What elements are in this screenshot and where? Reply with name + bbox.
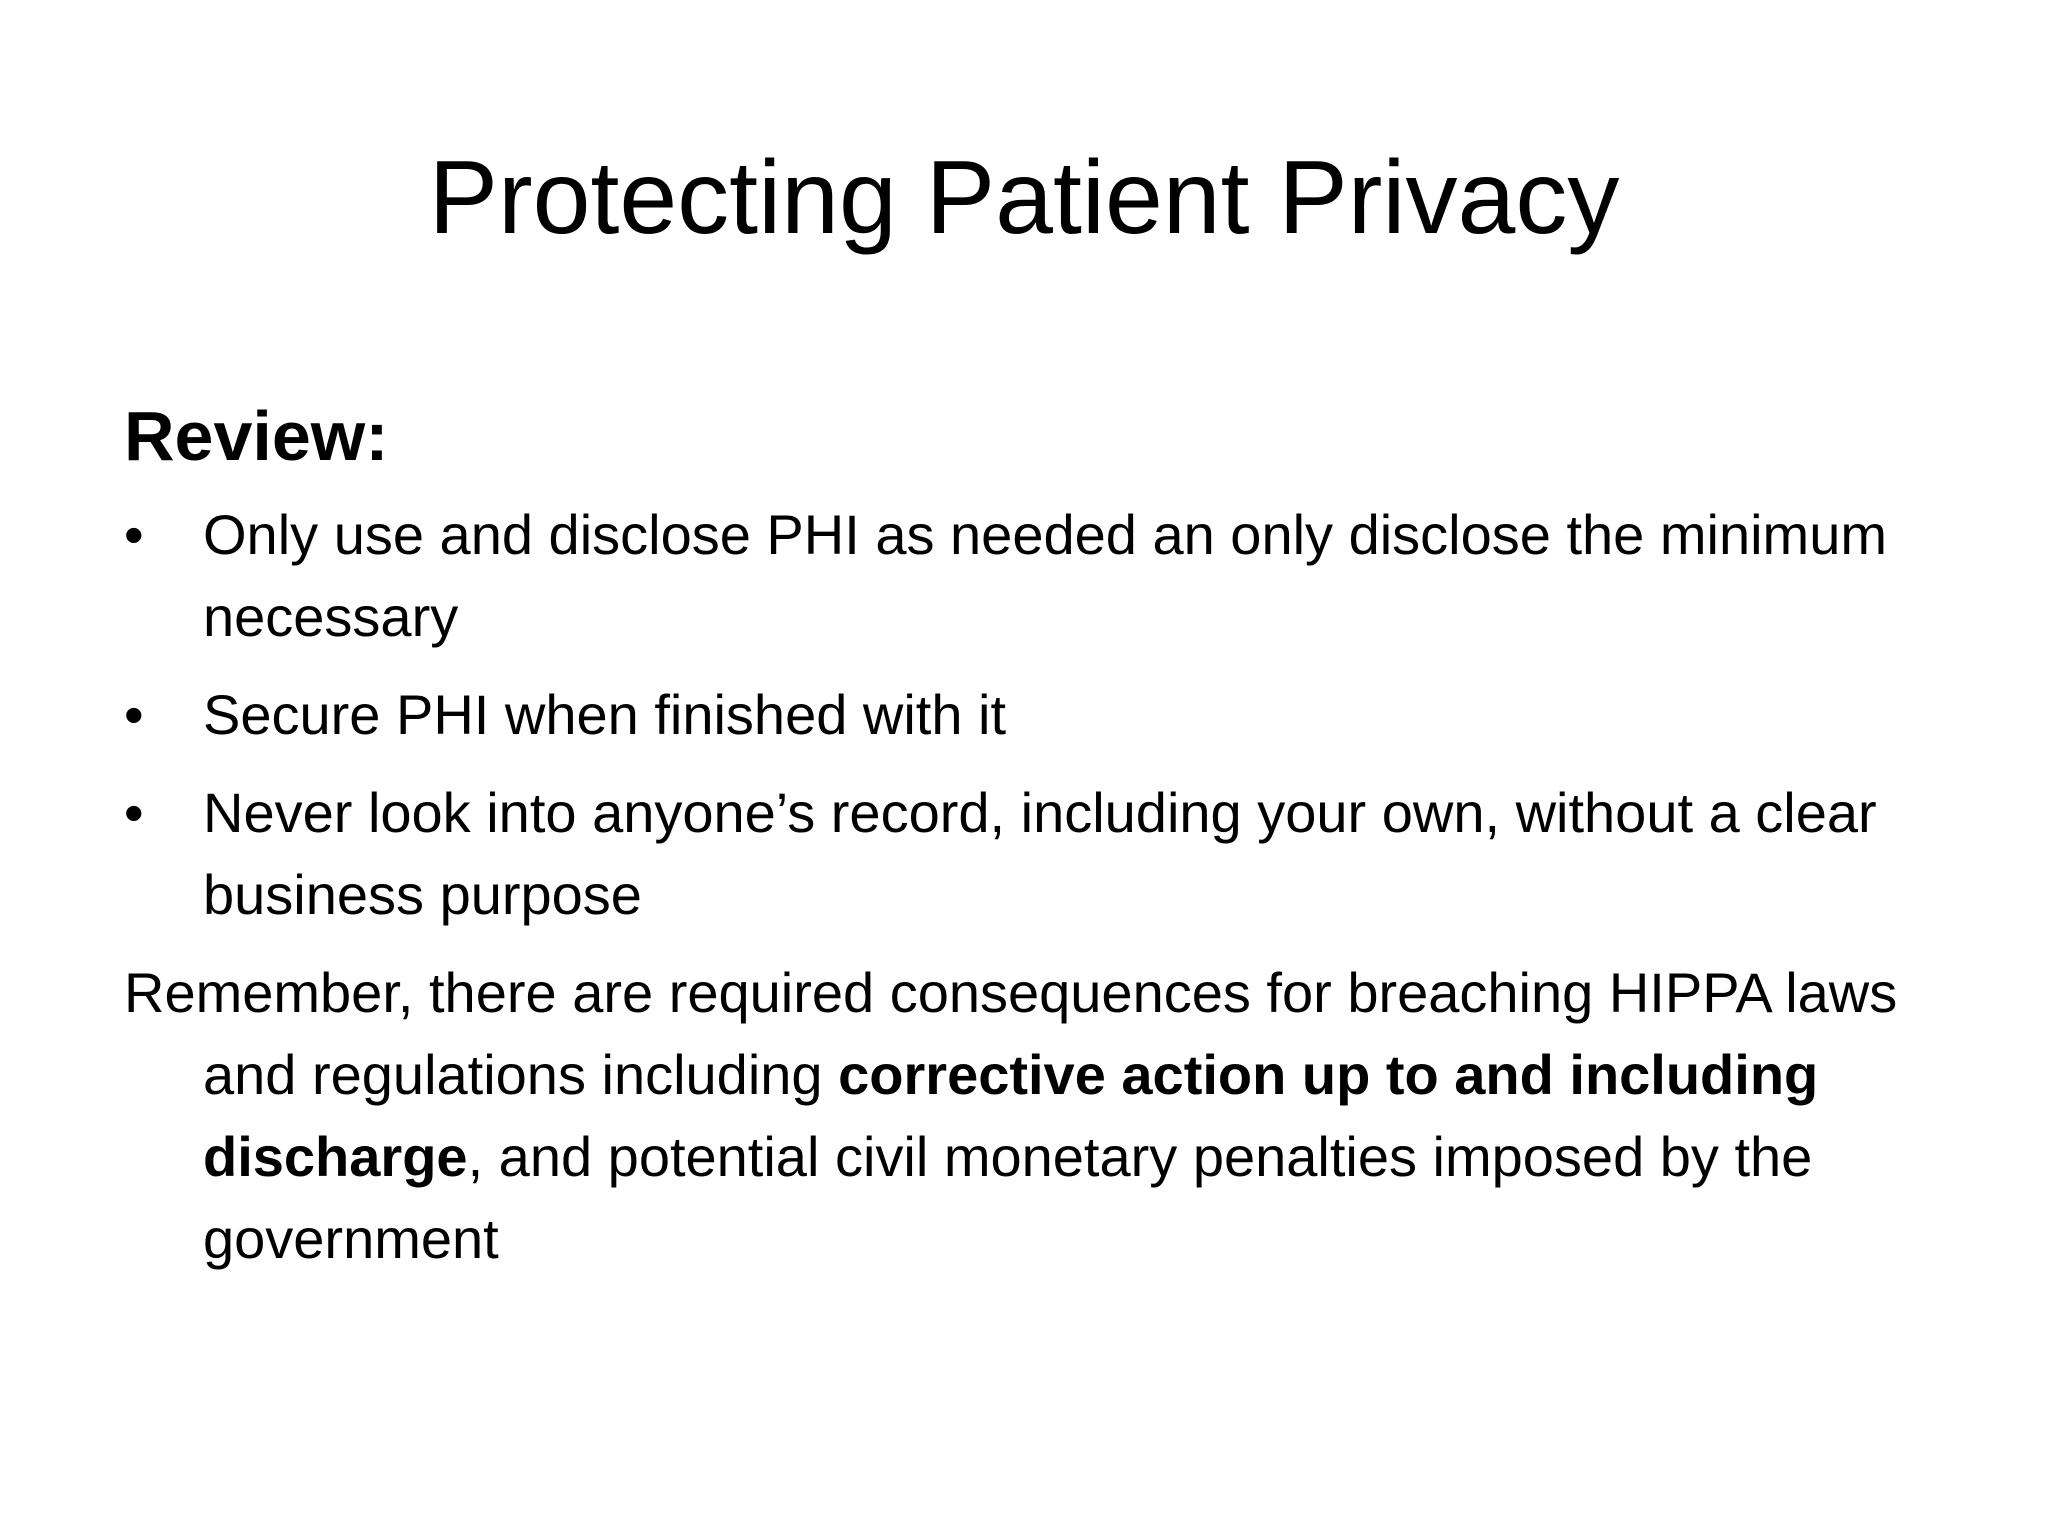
bullet-item [124,772,1924,936]
reminder-text-end: , and potential civil monetary penalties imposed by the government [203,1125,1813,1270]
bullet-icon: • [124,683,144,746]
reminder-text-start: Remember, there are required consequences for breaching HIPPA laws and regulations including [124,961,1898,1106]
bullet-item [124,494,1924,658]
bullet-list [124,494,1924,936]
slide-body [124,388,1924,1280]
bullet-text: Secure PHI when finished with it [203,683,1007,746]
bullet-icon: • [124,781,144,844]
slide-title: Protecting Patient Privacy [428,140,1620,256]
reminder-emphasis: corrective action up to and including discharge [203,1043,1819,1188]
bullet-text: Never look into anyone’s record, including your own, without a clear business purpose [203,781,1877,926]
bullet-icon: • [124,503,144,566]
bullet-item [124,674,1924,756]
review-heading: Review: [124,397,389,475]
bullet-text: Only use and disclose PHI as needed an only disclose the minimum necessary [203,503,1887,648]
reminder-paragraph [124,952,1924,1280]
